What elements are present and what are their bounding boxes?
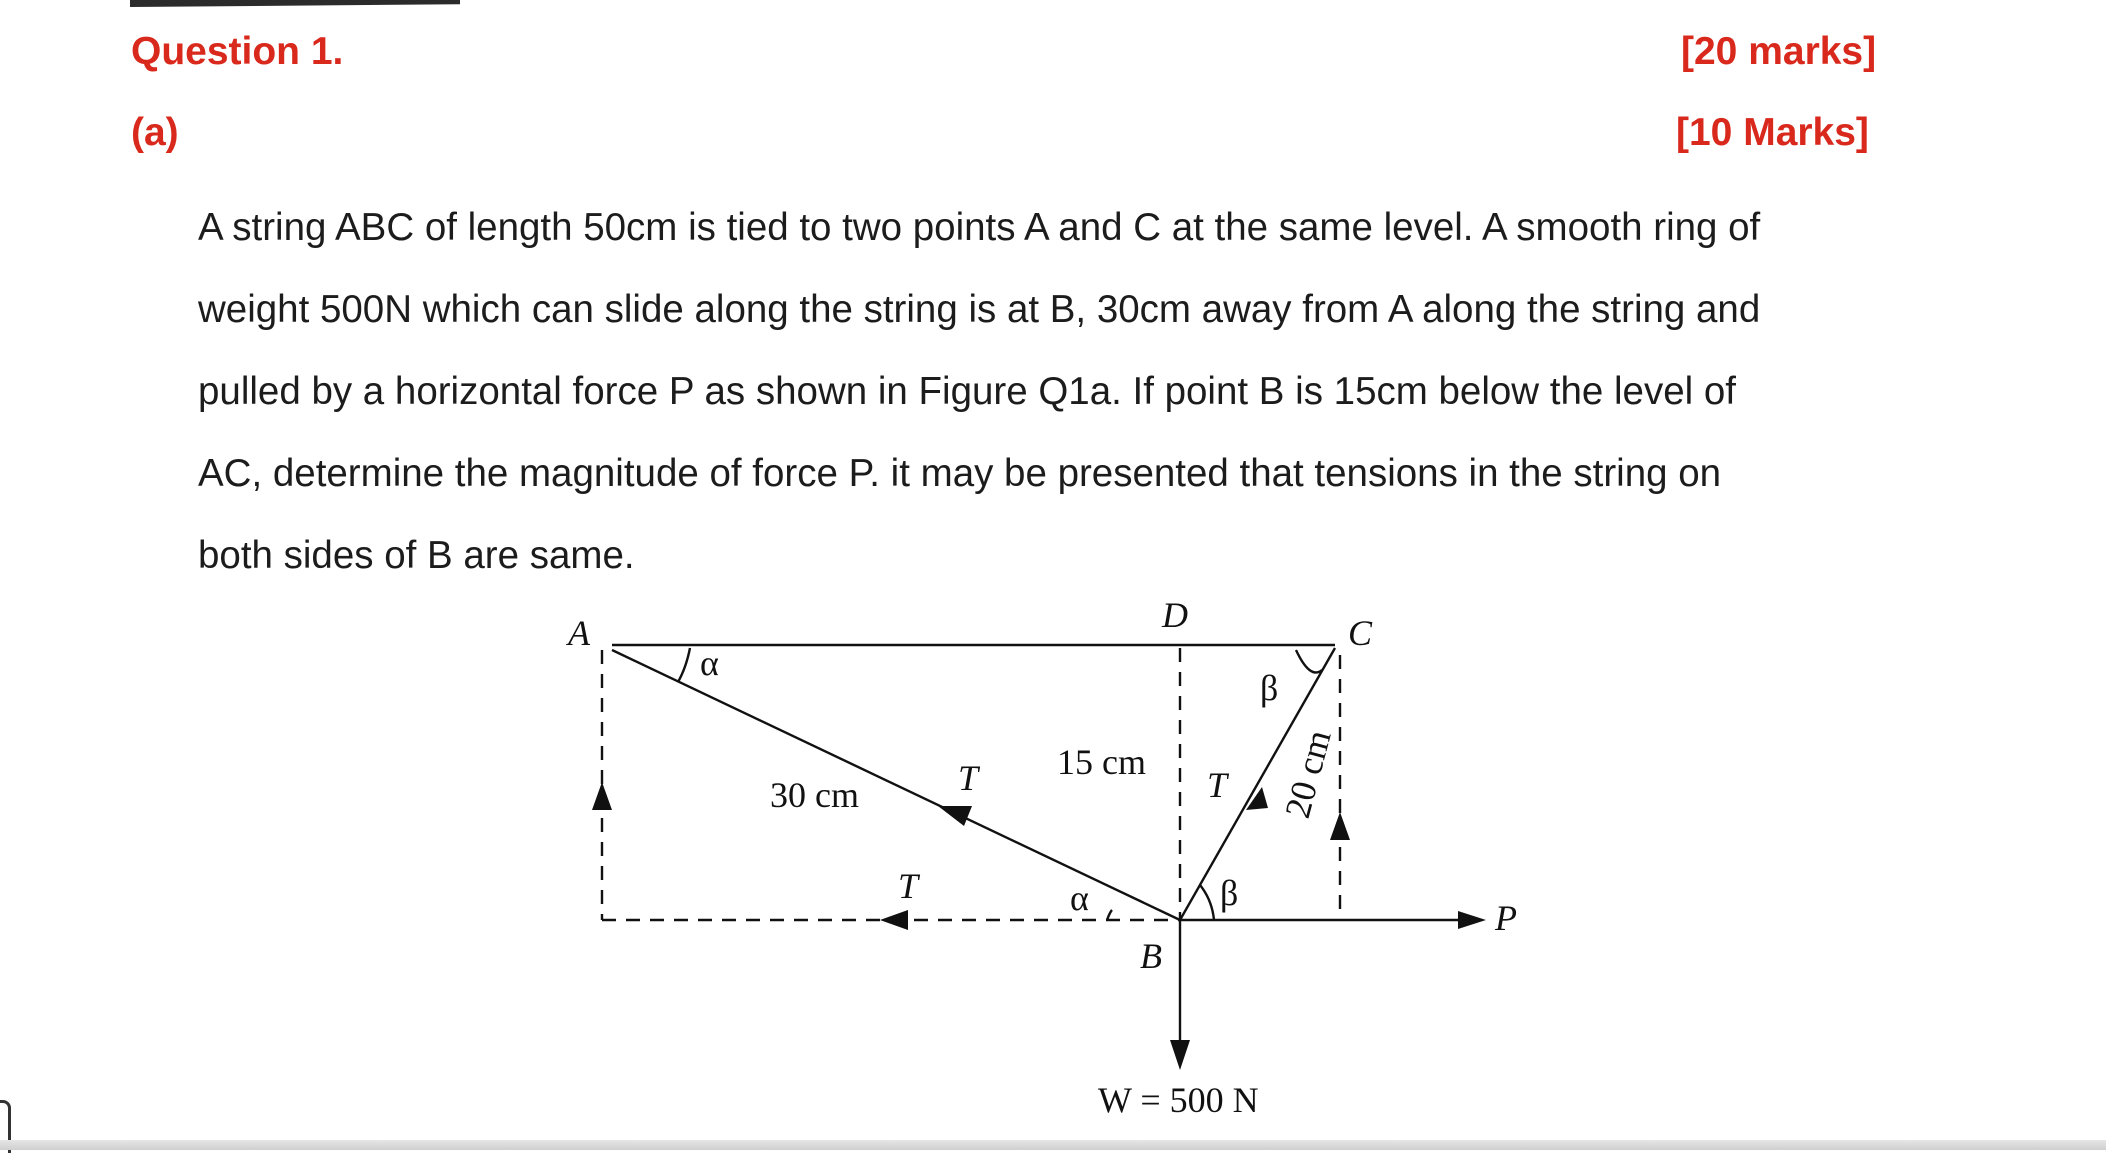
problem-line: AC, determine the magnitude of force P. it may be presented that tensions in the string on bbox=[198, 452, 1722, 495]
label-b: B bbox=[1140, 936, 1162, 976]
arrowhead-tension-horizontal bbox=[880, 910, 908, 930]
arrowhead-left-up bbox=[592, 782, 612, 810]
label-alpha-bottom: α bbox=[1070, 878, 1089, 918]
problem-line: pulled by a horizontal force P as shown in Figure Q1a. If point B is 15cm below the level of bbox=[198, 370, 1736, 413]
arrowhead-force-p bbox=[1458, 911, 1486, 929]
problem-line: both sides of B are same. bbox=[198, 534, 635, 577]
label-depth-db: 15 cm bbox=[1057, 742, 1146, 782]
label-d: D bbox=[1162, 595, 1188, 635]
label-a: A bbox=[568, 613, 590, 653]
arrowhead-tension-ab bbox=[938, 806, 972, 826]
part-label: (a) bbox=[131, 111, 179, 154]
label-weight: W = 500 N bbox=[1098, 1080, 1259, 1120]
label-length-ab: 30 cm bbox=[770, 775, 859, 815]
angle-arc-beta-bottom bbox=[1200, 885, 1214, 920]
angle-arc-alpha-bottom bbox=[1107, 910, 1112, 920]
question-title: Question 1. bbox=[131, 30, 344, 73]
problem-line: A string ABC of length 50cm is tied to two points A and C at the same level. A smooth ring of bbox=[198, 206, 1761, 249]
label-beta-bottom: β bbox=[1220, 873, 1239, 913]
label-tension-horizontal: T bbox=[898, 866, 919, 906]
question-total-marks: [20 marks] bbox=[1681, 30, 1877, 73]
angle-arc-alpha-top bbox=[678, 648, 690, 682]
problem-line: weight 500N which can slide along the string is at B, 30cm away from A along the string and bbox=[198, 288, 1761, 331]
label-c: C bbox=[1348, 613, 1373, 653]
angle-arc-beta-top bbox=[1296, 650, 1322, 673]
label-tension-bc: T bbox=[1207, 765, 1228, 805]
part-marks: [10 Marks] bbox=[1676, 111, 1869, 154]
label-length-bc: 20 cm bbox=[1277, 725, 1339, 823]
label-force-p: P bbox=[1495, 898, 1517, 938]
arrowhead-right-up bbox=[1330, 812, 1350, 840]
label-alpha-top: α bbox=[700, 643, 719, 683]
string-ab bbox=[612, 650, 1180, 920]
label-beta-top: β bbox=[1260, 668, 1279, 708]
label-tension-ab: T bbox=[958, 758, 979, 798]
bottom-edge-bar bbox=[0, 1140, 2106, 1150]
arrowhead-weight bbox=[1170, 1040, 1190, 1070]
